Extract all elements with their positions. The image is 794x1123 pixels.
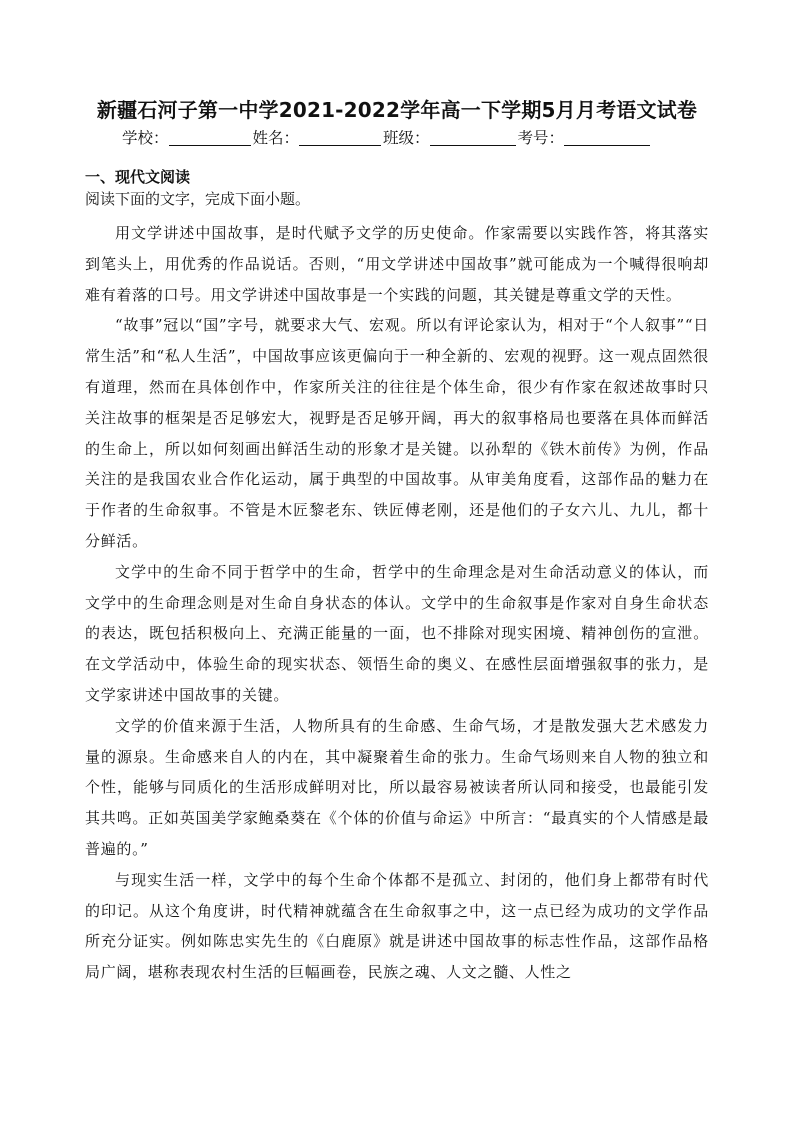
exam-number-label: 考号： (517, 129, 565, 147)
passage-paragraph: 用文学讲述中国故事，是时代赋予文学的历史使命。作家需要以实践作答，将其落实到笔头上，用优秀的作品说话。否则，“用文学讲述中国故事”就可能成为一个喊得很响却难有着落的口号。用文学讲述中国故事是一个实践的问题，其关键是尊重文学的天性。 (85, 224, 709, 304)
school-label: 学校： (122, 129, 169, 147)
name-label: 姓名： (252, 129, 300, 147)
passage-paragraph: 与现实生活一样，文学中的每个生命个体都不是孤立、封闭的，他们身上都带有时代的印记。从这个角度讲，时代精神就蕴含在生命叙事之中，这一点已经为成功的文学作品所充分证实。例如陈忠实先生的《白鹿原》就是讲述中国故事的标志性作品，这部作品格局广阔，堪称表现农村生活的巨幅画卷，民族之魂、人文之髓、人性之 (85, 870, 709, 982)
passage-paragraph: 文学中的生命不同于哲学中的生命，哲学中的生命理念是对生命活动意义的体认，而文学中的生命理念则是对生命自身状态的体认。文学中的生命叙事是作家对自身生命状态的表达，既包括积极向上、充满正能量的一面，也不排除对现实困境、精神创伤的宣泄。在文学活动中，体验生命的现实状态、领悟生命的奥义、在感性层面增强叙事的张力，是文学家讲述中国故事的关键。 (85, 562, 709, 704)
exam-number-blank[interactable] (564, 129, 650, 146)
student-info-row (122, 126, 652, 148)
name-blank[interactable] (299, 129, 381, 146)
section-heading: 一、现代文阅读 (85, 168, 191, 186)
reading-instruction: 阅读下面的文字，完成下面小题。 (85, 190, 311, 208)
school-blank[interactable] (169, 129, 251, 146)
passage-paragraph: “故事”冠以“国”字号，就要求大气、宏观。所以有评论家认为，相对于“个人叙事”“日常生活”和“私人生活”，中国故事应该更偏向于一种全新的、宏观的视野。这一观点固然很有道理，然而在具体创作中，作家所关注的往往是个体生命，很少有作家在叙述故事时只关注故事的框架是否足够宏大，视野是否足够开阔，再大的叙事格局也要落在具体而鲜活的生命上，所以如何刻画出鲜活生动的形象才是关键。以孙犁的《铁木前传》为例，作品关注的是我国农业合作化运动，属于典型的中国故事。从审美角度看，这部作品的魅力在于作者的生命叙事。不管是木匠黎老东、铁匠傅老刚，还是他们的子女六儿、九儿，都十分鲜活。 (85, 316, 709, 550)
class-label: 班级： (383, 129, 430, 147)
class-blank[interactable] (430, 129, 516, 146)
reading-passage (85, 218, 709, 988)
passage-paragraph: 文学的价值来源于生活，人物所具有的生命感、生命气场，才是散发强大艺术感发力量的源泉。生命感来自人的内在，其中凝聚着生命的张力。生命气场则来自人物的独立和个性，能够与同质化的生活形成鲜明对比，所以最容易被读者所认同和接受，也最能引发其共鸣。正如英国美学家鲍桑葵在《个体的价值与命运》中所言：“最真实的个人情感是最普遍的。” (85, 716, 709, 858)
exam-title: 新疆石河子第一中学2021-2022学年高一下学期5月月考语文试卷 (96, 98, 698, 122)
